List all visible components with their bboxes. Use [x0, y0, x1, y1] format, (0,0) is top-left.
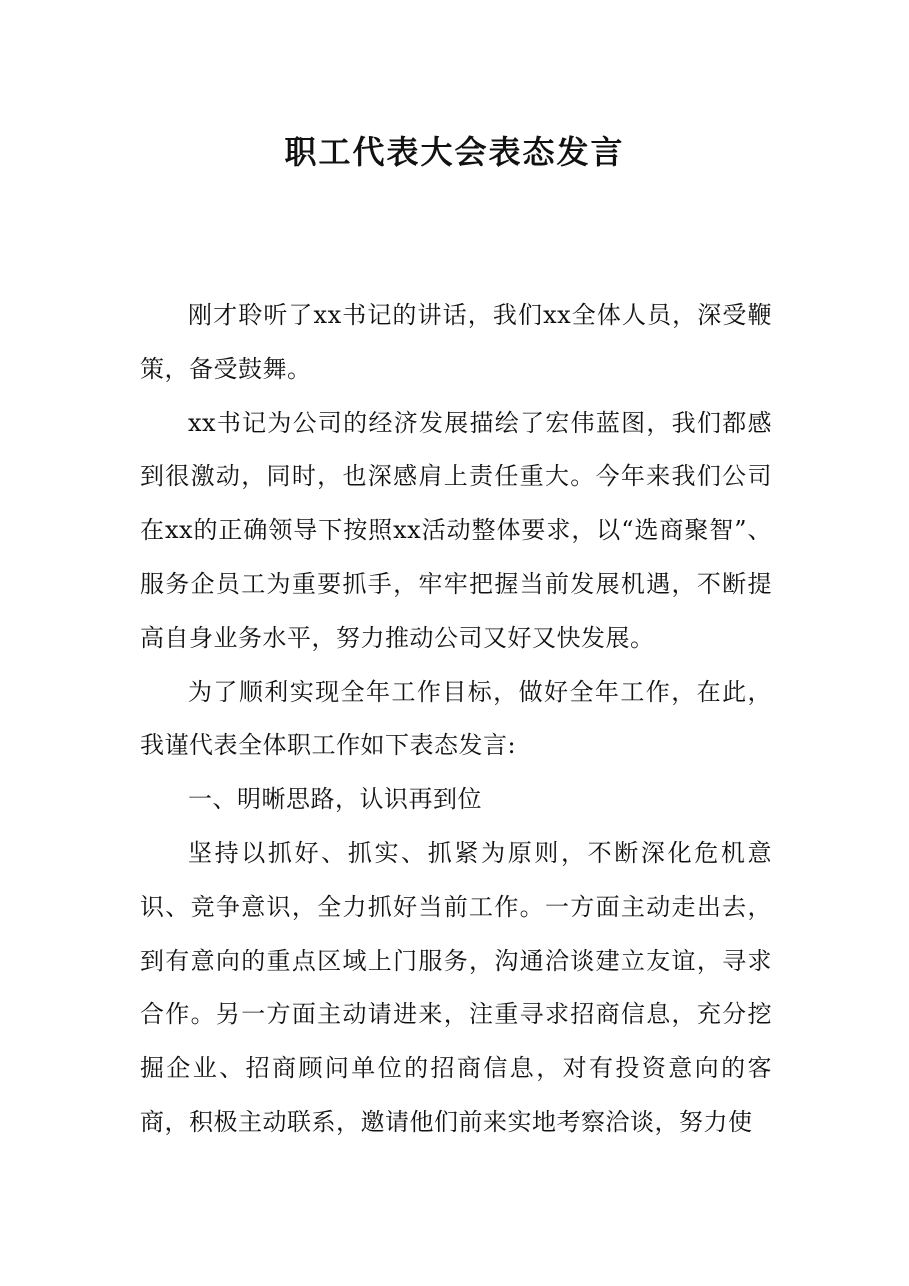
document-body: [140, 289, 772, 1150]
paragraph-statement-intro: 为了顺利实现全年工作目标，做好全年工作，在此，我谨代表全体职工作如下表态发言:: [140, 677, 772, 760]
document-title: 职工代表大会表态发言: [284, 133, 625, 171]
paragraph-opening: 刚才聆听了xx书记的讲话，我们xx全体人员，深受鞭策，备受鼓舞。: [140, 301, 772, 383]
paragraph-blueprint: xx书记为公司的经济发展描绘了宏伟蓝图，我们都感到很激动，同时，也深感肩上责任重大。今年来我们公司在xx的正确领导下按照xx活动整体要求，以“选商聚智”、服务企员工为重要抓手，牢牢把握当前发展机遇，不断提高自身业务水平，努力推动公司又好又快发展。: [140, 408, 772, 652]
paragraph-section-1-body: 坚持以抓好、抓实、抓紧为原则，不断深化危机意识、竞争意识，全力抓好当前工作。一方面主动走出去，到有意向的重点区域上门服务，沟通洽谈建立友谊，寻求合作。另一方面主动请进来，注重寻求招商信息，充分挖掘企业、招商顾问单位的招商信息，对有投资意向的客商，积极主动联系，邀请他们前来实地考察洽谈，努力使: [140, 838, 772, 1136]
section-heading-1: 一、明晰思路，认识再到位: [188, 785, 482, 814]
